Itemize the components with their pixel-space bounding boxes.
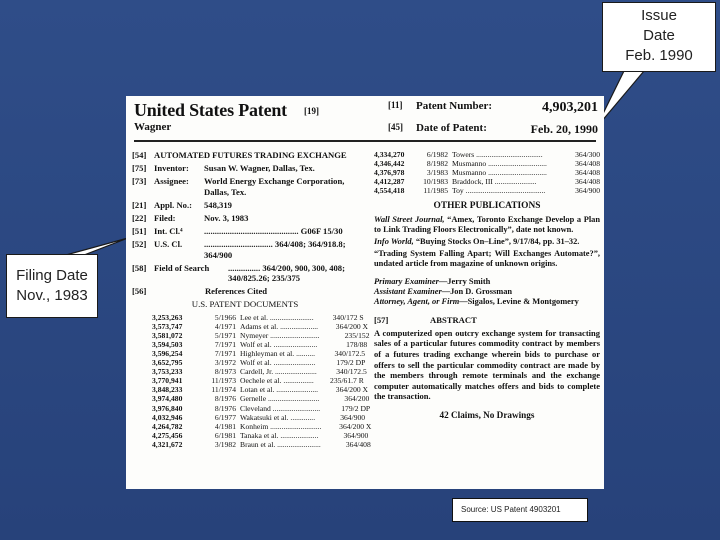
publication-entry bbox=[374, 237, 600, 247]
reference-class: 364/900 bbox=[340, 412, 366, 422]
issue-callout-line3: Feb. 1990 bbox=[625, 47, 693, 64]
examiner-line bbox=[374, 277, 600, 287]
reference-row bbox=[132, 349, 366, 359]
field-value: Susan W. Wagner, Dallas, Tex. bbox=[204, 163, 315, 174]
reference-class: 364/200 X bbox=[335, 385, 369, 395]
field-value: ............................................ G06F 15/30 bbox=[204, 226, 343, 237]
publication-entry bbox=[374, 215, 600, 235]
publication-source: Info World, bbox=[374, 236, 414, 246]
field-tag: [75] bbox=[132, 163, 147, 174]
reference-number: 3,848,233 bbox=[152, 385, 183, 395]
field-value: 548,319 bbox=[204, 199, 232, 210]
reference-date: 11/1985 bbox=[423, 186, 448, 196]
field-row bbox=[132, 239, 358, 259]
reference-row bbox=[132, 412, 366, 422]
reference-date: 4/1971 bbox=[214, 321, 236, 331]
reference-date: 8/1976 bbox=[214, 394, 236, 404]
reference-name: Tanaka et al. .................... bbox=[240, 430, 319, 440]
examiner-role: Primary Examiner bbox=[374, 276, 439, 286]
reference-date: 11/1974 bbox=[211, 385, 236, 395]
field-tag: [73] bbox=[132, 176, 147, 187]
reference-row bbox=[132, 312, 364, 322]
reference-name: Musmanno ............................... bbox=[452, 168, 547, 178]
reference-number: 3,594,503 bbox=[152, 339, 183, 349]
reference-row bbox=[132, 358, 366, 368]
filing-callout-pointer bbox=[66, 238, 128, 255]
references-field bbox=[132, 286, 358, 296]
reference-name: Towers ................................... bbox=[452, 150, 543, 159]
reference-row bbox=[374, 159, 600, 168]
field-value: Nov. 3, 1983 bbox=[204, 213, 249, 224]
reference-row bbox=[374, 150, 600, 159]
field-tag: [58] bbox=[132, 262, 147, 273]
examiners bbox=[374, 277, 600, 307]
reference-class: 340/172.5 bbox=[334, 349, 366, 359]
reference-number: 4,412,287 bbox=[374, 177, 405, 187]
field-tag: [51] bbox=[132, 226, 147, 237]
reference-date: 6/1977 bbox=[214, 412, 236, 422]
reference-number: 4,032,946 bbox=[152, 412, 183, 422]
reference-class: 364/200 X bbox=[335, 321, 369, 331]
filing-callout-line2: Nov., 1983 bbox=[16, 287, 88, 304]
issue-callout-line2: Date bbox=[643, 27, 675, 44]
reference-date: 7/1971 bbox=[214, 339, 236, 349]
reference-class: 364/408 bbox=[575, 177, 600, 187]
reference-number: 4,275,456 bbox=[152, 430, 183, 440]
reference-class: 340/172.5 bbox=[336, 367, 367, 377]
reference-class: 235/152 bbox=[344, 330, 370, 340]
reference-date: 11/1973 bbox=[211, 376, 236, 386]
reference-class: 179/2 DP bbox=[341, 403, 371, 413]
examiner-line bbox=[374, 297, 600, 307]
reference-row bbox=[374, 186, 600, 195]
field-row bbox=[132, 213, 358, 223]
examiner-role: Assistant Examiner bbox=[374, 286, 442, 296]
patent-number-tag: [11] bbox=[388, 100, 403, 110]
reference-row bbox=[132, 403, 371, 413]
references-title: References Cited bbox=[204, 286, 268, 297]
field-value: ................................ 364/408; 364/918.8; 364/900 bbox=[204, 239, 346, 260]
reference-class: 364/408 bbox=[345, 439, 371, 449]
reference-row bbox=[132, 367, 367, 377]
reference-number: 4,346,442 bbox=[374, 159, 405, 169]
reference-number: 3,596,254 bbox=[152, 349, 183, 359]
patent-title-tag: [19] bbox=[304, 106, 319, 116]
patent-number-label: Patent Number: bbox=[416, 100, 493, 112]
field-row bbox=[132, 150, 358, 160]
examiner-role: Attorney, Agent, or Firm bbox=[374, 296, 460, 306]
publication-text: “Trading System Falling Apart; Will Exchanges Automate?”, undated article from magazine of unknown origins. bbox=[374, 248, 600, 268]
reference-date: 3/1972 bbox=[214, 358, 236, 368]
source-label: Source: US Patent 4903201 bbox=[452, 498, 588, 522]
reference-name: Musmanno ............................... bbox=[452, 159, 547, 169]
reference-date: 8/1976 bbox=[214, 403, 236, 413]
reference-date: 7/1971 bbox=[214, 349, 236, 359]
inventor-surname: Wagner bbox=[134, 121, 172, 133]
reference-name: Konheim ........................... bbox=[240, 421, 322, 431]
reference-row bbox=[132, 421, 372, 431]
abstract-text: A computerized open outcry exchange system for transacting sales of a particular futures commodity contract by members of a futures trading exchange wherein bids to purchase or offers to sell the particular commodity contract are made by the members through remote terminals and the exchange computer automatically matches offers and bids to complete the transaction. bbox=[374, 327, 600, 402]
references-tag: [56] bbox=[132, 286, 147, 297]
reference-class: 364/900 bbox=[343, 430, 369, 440]
reference-name: Lotan et al. ...................... bbox=[240, 385, 319, 395]
patent-document bbox=[126, 96, 604, 489]
reference-row bbox=[132, 330, 370, 340]
reference-number: 3,573,747 bbox=[152, 321, 183, 331]
examiner-name: —Sigalos, Levine & Montgomery bbox=[459, 296, 579, 306]
reference-row bbox=[374, 177, 600, 186]
reference-date: 6/1982 bbox=[426, 150, 448, 159]
claims-summary: 42 Claims, No Drawings bbox=[439, 410, 535, 421]
reference-row bbox=[374, 168, 600, 177]
field-row bbox=[132, 176, 358, 196]
reference-date: 3/1982 bbox=[214, 439, 236, 449]
reference-row bbox=[132, 339, 368, 349]
field-label: Assignee: bbox=[154, 176, 189, 187]
reference-name: Braddock, III ...................... bbox=[452, 177, 537, 187]
reference-row bbox=[132, 385, 369, 395]
reference-name: Braun et al. ....................... bbox=[240, 439, 321, 449]
reference-number: 3,770,941 bbox=[152, 376, 183, 386]
references-subtitle: U.S. PATENT DOCUMENTS bbox=[191, 299, 299, 310]
reference-name: Cleveland ......................... bbox=[240, 403, 321, 413]
reference-name: Toy .......................................... bbox=[452, 186, 546, 196]
left-column bbox=[132, 150, 372, 449]
reference-date: 5/1966 bbox=[214, 312, 236, 322]
right-column bbox=[374, 150, 600, 420]
filing-callout-line1: Filing Date bbox=[16, 267, 88, 284]
reference-class: 178/88 bbox=[346, 339, 368, 349]
field-tag: [22] bbox=[132, 213, 147, 224]
field-label: Inventor: bbox=[154, 163, 189, 174]
reference-number: 3,976,840 bbox=[152, 403, 183, 413]
reference-class: 364/300 bbox=[575, 150, 600, 159]
field-value: ............... 364/200, 900, 300, 408; 340/825.26; 235/375 bbox=[228, 262, 345, 284]
reference-name: Wolf et al. ....................... bbox=[240, 339, 318, 349]
examiner-line bbox=[374, 287, 600, 297]
reference-class: 364/200 X bbox=[339, 421, 372, 431]
field-row bbox=[132, 163, 358, 173]
header-divider bbox=[134, 140, 596, 142]
abstract-tag: [57] bbox=[374, 314, 389, 325]
reference-name: Cardell, Jr. ...................... bbox=[240, 367, 317, 377]
reference-row bbox=[132, 439, 371, 449]
patent-date-label: Date of Patent: bbox=[416, 122, 487, 134]
publication-text: “Amex, Toronto Exchange Develop a Plan to Link Trading Floors Electronically”, date not known. bbox=[374, 214, 601, 234]
reference-class: 364/408 bbox=[575, 168, 600, 178]
reference-number: 4,321,672 bbox=[152, 439, 183, 449]
reference-date: 8/1982 bbox=[426, 159, 448, 169]
issue-callout-line1: Issue bbox=[641, 7, 677, 24]
reference-number: 3,753,233 bbox=[152, 367, 183, 377]
us-patent-references bbox=[132, 312, 372, 449]
reference-number: 4,376,978 bbox=[374, 168, 405, 178]
examiner-name: —Jon D. Grossman bbox=[441, 286, 513, 296]
reference-name: Lee et al. ....................... bbox=[240, 312, 314, 322]
reference-name: Wakatsuki et al. ............. bbox=[240, 412, 316, 422]
reference-name: Adams et al. .................... bbox=[240, 321, 319, 331]
reference-date: 3/1983 bbox=[426, 168, 448, 178]
field-value: AUTOMATED FUTURES TRADING EXCHANGE bbox=[154, 150, 347, 160]
reference-class: 235/61.7 R bbox=[330, 376, 364, 386]
field-row bbox=[132, 263, 358, 283]
field-label: Int. Cl.⁴ bbox=[154, 226, 183, 237]
reference-number: 3,652,795 bbox=[152, 358, 183, 368]
field-label: Appl. No.: bbox=[154, 199, 192, 210]
reference-name: Gernelle ........................... bbox=[240, 394, 320, 404]
issue-date-callout bbox=[602, 2, 716, 72]
field-label: Field of Search bbox=[154, 262, 210, 273]
reference-number: 3,581,072 bbox=[152, 330, 183, 340]
reference-date: 4/1981 bbox=[214, 421, 236, 431]
reference-number: 4,554,418 bbox=[374, 186, 405, 196]
publication-entry bbox=[374, 249, 600, 269]
field-label: U.S. Cl. bbox=[154, 239, 183, 250]
abstract-title: ABSTRACT bbox=[430, 314, 477, 325]
reference-name: Oechele et al. ................ bbox=[240, 376, 314, 386]
field-tag: [21] bbox=[132, 199, 147, 210]
field-row bbox=[132, 226, 358, 236]
reference-date: 10/1983 bbox=[423, 177, 448, 187]
patent-date-value: Feb. 20, 1990 bbox=[530, 122, 598, 136]
field-value: World Energy Exchange Corporation, Dallas, Tex. bbox=[204, 176, 345, 197]
patent-title: United States Patent bbox=[134, 100, 287, 120]
reference-date: 5/1971 bbox=[214, 330, 236, 340]
reference-class: 179/2 DP bbox=[336, 358, 366, 368]
patent-date-tag: [45] bbox=[388, 122, 403, 132]
reference-row bbox=[132, 430, 369, 440]
reference-number: 3,253,263 bbox=[152, 312, 183, 322]
publication-text: “Buying Stocks On–Line”, 9/17/84, pp. 31–32. bbox=[415, 236, 580, 246]
field-tag: [54] bbox=[132, 150, 147, 160]
other-publications bbox=[374, 215, 600, 269]
reference-number: 4,334,270 bbox=[374, 150, 405, 159]
reference-row bbox=[132, 321, 369, 331]
reference-class: 364/200 bbox=[344, 394, 370, 404]
reference-class: 364/900 bbox=[575, 186, 600, 196]
reference-class: 340/172 S bbox=[332, 312, 364, 322]
field-tag: [52] bbox=[132, 239, 147, 250]
other-publications-title: OTHER PUBLICATIONS bbox=[433, 201, 541, 212]
continued-references bbox=[374, 150, 600, 195]
reference-row bbox=[132, 394, 370, 404]
bibliographic-fields bbox=[132, 150, 358, 283]
reference-row bbox=[132, 376, 364, 386]
reference-class: 364/408 bbox=[575, 159, 600, 169]
publication-source: Wall Street Journal, bbox=[374, 214, 445, 224]
field-label: Filed: bbox=[154, 213, 176, 224]
reference-name: Wolf et al. ...................... bbox=[240, 358, 316, 368]
patent-number-value: 4,903,201 bbox=[542, 100, 598, 115]
examiner-name: —Jerry Smith bbox=[438, 276, 491, 286]
abstract-header bbox=[374, 315, 600, 325]
reference-number: 4,264,782 bbox=[152, 421, 183, 431]
reference-name: Nymeyer .......................... bbox=[240, 330, 320, 340]
reference-date: 6/1981 bbox=[214, 430, 236, 440]
reference-date: 8/1973 bbox=[214, 367, 236, 377]
filing-date-callout bbox=[6, 254, 98, 318]
field-row bbox=[132, 200, 358, 210]
reference-name: Highleyman et al. .......... bbox=[240, 349, 316, 359]
reference-number: 3,974,480 bbox=[152, 394, 183, 404]
